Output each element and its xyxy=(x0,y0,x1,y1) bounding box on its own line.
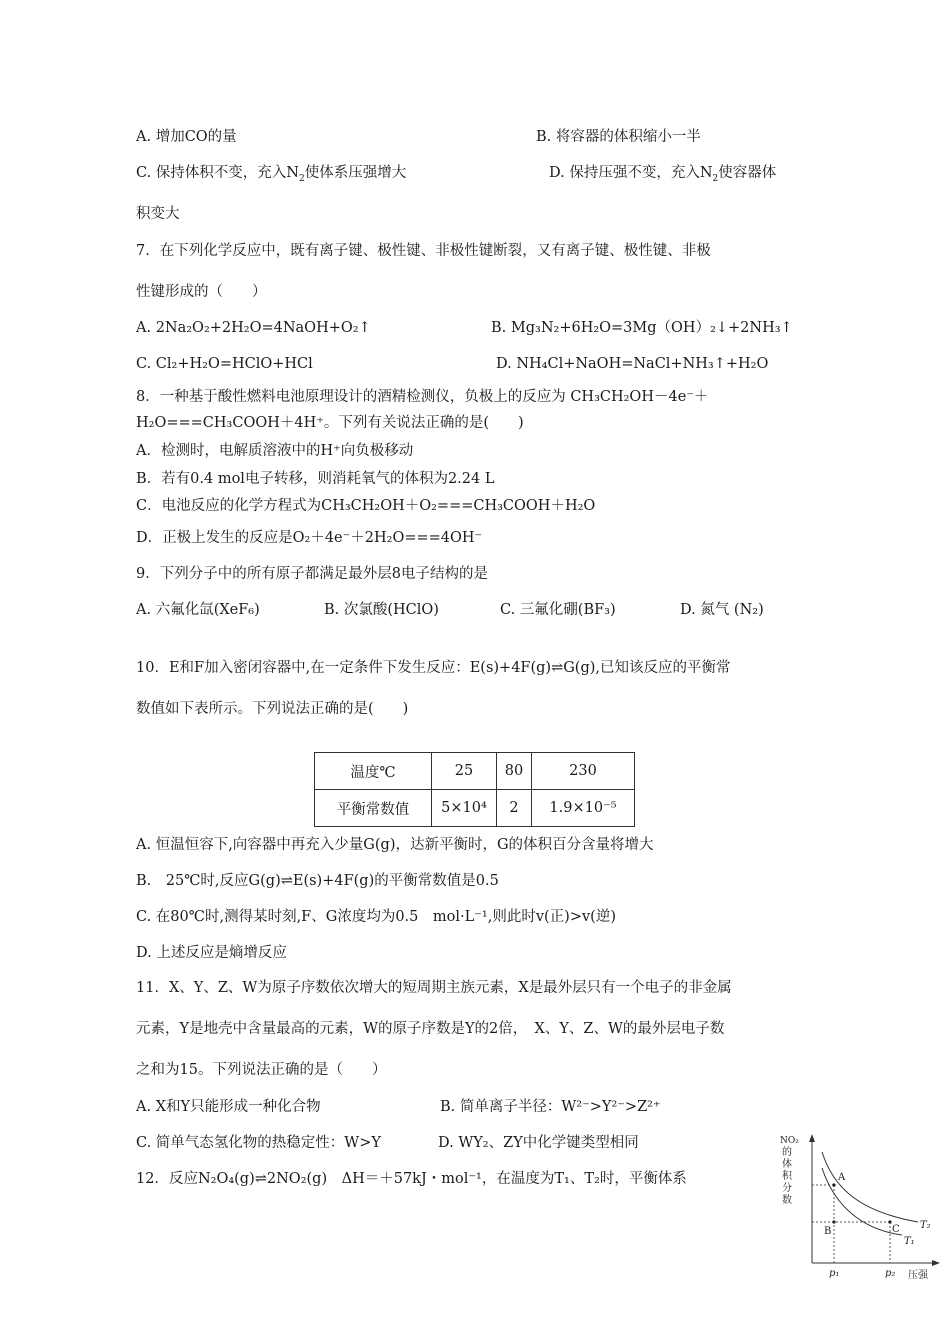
q10-stem-line2: 数值如下表所示。下列说法正确的是( ) xyxy=(136,701,409,717)
q11-stem-line2: 元素，Y是地壳中含量最高的元素，W的原子序数是Y的2倍， X、Y、Z、W的最外层电子数 xyxy=(136,1021,725,1037)
q9-option-b: B. 次氯酸(HClO) xyxy=(324,602,439,618)
no2-pressure-graph xyxy=(770,1130,942,1280)
table-cell: 2 xyxy=(497,790,532,827)
q10-option-b: B. 25℃时,反应G(g)⇌E(s)+4F(g)的平衡常数值是0.5 xyxy=(136,873,499,889)
y-label-char: 积 xyxy=(782,1171,792,1182)
table-row xyxy=(315,753,635,790)
q7-option-a: A. 2Na₂O₂+2H₂O=4NaOH+O₂↑ xyxy=(136,320,371,336)
q7-stem-line2: 性键形成的（ ） xyxy=(136,284,267,300)
point-c-label: C xyxy=(892,1224,900,1235)
q7-option-b: B. Mg₃N₂+6H₂O=3Mg（OH）₂↓+2NH₃↑ xyxy=(491,320,793,336)
y-label-char: 体 xyxy=(782,1159,792,1170)
q6-option-b: B. 将容器的体积缩小一半 xyxy=(536,129,701,145)
y-label-no2: NO₂ xyxy=(780,1136,799,1146)
y-label-char: 分 xyxy=(782,1183,792,1194)
point-b-marker xyxy=(832,1220,835,1223)
q11-option-b: B. 简单离子半径：W²⁻>Y²⁻>Z²⁺ xyxy=(440,1099,661,1115)
q11-option-d: D. WY₂、ZY中化学键类型相同 xyxy=(438,1135,639,1151)
point-b-label: B xyxy=(824,1226,832,1237)
table-cell: 1.9×10⁻⁵ xyxy=(532,790,635,827)
q10-option-a: A. 恒温恒容下,向容器中再充入少量G(g)，达新平衡时，G的体积百分含量将增大 xyxy=(136,837,654,853)
q11-option-c: C. 简单气态氢化物的热稳定性：W>Y xyxy=(136,1135,381,1151)
q9-option-d: D. 氮气 (N₂) xyxy=(680,602,764,618)
q6-option-a: A. 增加CO的量 xyxy=(136,129,237,145)
q12-stem: 12．反应N₂O₄(g)⇌2NO₂(g) ΔH＝＋57kJ・mol⁻¹，在温度为T₁、T₂时，平衡体系 xyxy=(136,1171,687,1187)
q6-option-c: C. 保持体积不变，充入$N_2$使体系压强增大 xyxy=(136,165,407,184)
point-a-label: A xyxy=(838,1172,846,1183)
q9-stem: 9．下列分子中的所有原子都满足最外层8电子结构的是 xyxy=(136,566,488,582)
tick-p1: p₁ xyxy=(829,1268,840,1279)
q9-option-c: C. 三氟化硼(BF₃) xyxy=(500,602,616,618)
curve-t2 xyxy=(822,1152,918,1222)
q6-option-d-text: D. 保持压强不变，充入N xyxy=(549,165,713,181)
y-label-char: 的 xyxy=(782,1147,792,1158)
q8-option-a: A．检测时，电解质溶液中的H⁺向负极移动 xyxy=(136,443,414,459)
q11-stem-line1: 11．X、Y、Z、W为原子序数依次增大的短周期主族元素，X是最外层只有一个电子的非金属 xyxy=(136,980,732,996)
q11-stem-line3: 之和为15。下列说法正确的是（ ） xyxy=(136,1062,387,1078)
q6-option-d-continued: 积变大 xyxy=(136,206,180,222)
q10-stem-line1: 10．E和F加入密闭容器中,在一定条件下发生反应：E(s)+4F(g)⇌G(g),已知该反应的平衡常 xyxy=(136,660,731,676)
q8-option-b: B．若有0.4 mol电子转移，则消耗氧气的体积为2.24 L xyxy=(136,471,495,487)
table-cell: 5×10⁴ xyxy=(432,790,497,827)
q8-stem-line1: 8．一种基于酸性燃料电池原理设计的酒精检测仪，负极上的反应为 CH₃CH₂OH－4e⁻＋ xyxy=(136,389,709,405)
q8-option-c: C．电池反应的化学方程式为CH₃CH₂OH＋O₂===CH₃COOH＋H₂O xyxy=(136,498,596,514)
equilibrium-constant-table xyxy=(314,752,635,827)
table-cell: 230 xyxy=(532,753,635,790)
curve-t2-label: T₂ xyxy=(920,1220,931,1231)
q6-option-d: D. 保持压强不变，充入$N_2$使容器体 xyxy=(549,165,777,184)
y-axis-arrow-icon xyxy=(809,1134,815,1142)
q10-option-c: C. 在80℃时,测得某时刻,F、G浓度均为0.5 mol·L⁻¹,则此时v(正)>v(逆) xyxy=(136,909,616,925)
x-label: 压强 xyxy=(908,1270,928,1280)
table-cell: 温度℃ xyxy=(315,753,432,790)
q11-option-a: A. X和Y只能形成一种化合物 xyxy=(136,1099,321,1115)
q6-option-c-text-2: 使体系压强增大 xyxy=(304,165,407,181)
y-label-char: 数 xyxy=(782,1195,792,1206)
q10-option-d: D. 上述反应是熵增反应 xyxy=(136,945,287,961)
q6-option-d-text-2: 使容器体 xyxy=(718,165,777,181)
q8-option-d: D．正极上发生的反应是O₂＋4e⁻＋2H₂O===4OH⁻ xyxy=(136,530,483,546)
tick-p2: p₂ xyxy=(885,1268,896,1279)
q7-option-d: D. NH₄Cl+NaOH=NaCl+NH₃↑+H₂O xyxy=(496,356,769,372)
point-a-marker xyxy=(832,1183,835,1186)
q6-option-c-text: C. 保持体积不变，充入N xyxy=(136,165,299,181)
q9-option-a: A. 六氟化氙(XeF₆) xyxy=(136,602,260,618)
q7-option-c: C. Cl₂+H₂O=HClO+HCl xyxy=(136,356,313,372)
curve-t1-label: T₁ xyxy=(904,1236,915,1247)
q8-stem-line2: H₂O===CH₃COOH＋4H⁺。下列有关说法正确的是( ) xyxy=(136,415,524,431)
q7-stem-line1: 7．在下列化学反应中，既有离子键、极性键、非极性键断裂，又有离子键、极性键、非极 xyxy=(136,243,711,259)
table-row xyxy=(315,790,635,827)
table-cell: 80 xyxy=(497,753,532,790)
table-cell: 平衡常数值 xyxy=(315,790,432,827)
x-axis-arrow-icon xyxy=(932,1260,940,1266)
table-cell: 25 xyxy=(432,753,497,790)
